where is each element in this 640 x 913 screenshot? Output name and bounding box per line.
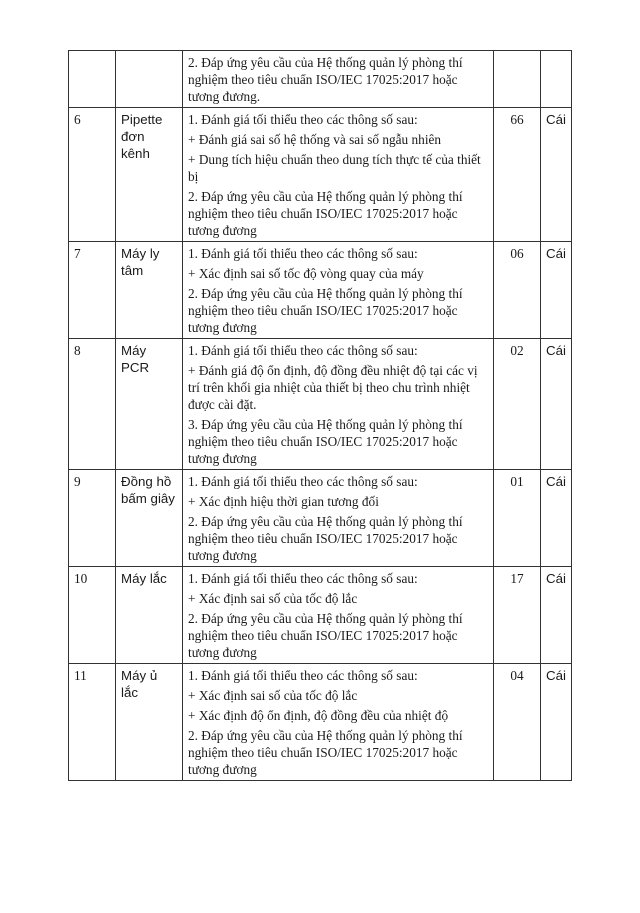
requirement-line: 2. Đáp ứng yêu cầu của Hệ thống quản lý phòng thí nghiệm theo tiêu chuẩn ISO/IEC 17025:2017 hoặc tương đương <box>188 514 463 563</box>
table-row <box>69 664 572 781</box>
requirement-line: + Đánh giá sai số hệ thống và sai số ngẫu nhiên <box>188 132 442 147</box>
row-number-cell: 8 <box>69 339 116 470</box>
unit-cell: Cái <box>541 470 572 567</box>
table-row <box>69 339 572 470</box>
requirement-line: + Xác định sai số của tốc độ lắc <box>188 688 358 703</box>
requirement-line: 1. Đánh giá tối thiểu theo các thông số sau: <box>188 246 418 261</box>
table-body <box>69 51 572 781</box>
requirement-line: 2. Đáp ứng yêu cầu của Hệ thống quản lý phòng thí nghiệm theo tiêu chuẩn ISO/IEC 17025:2017 hoặc tương đương. <box>188 55 463 104</box>
quantity-cell: 06 <box>494 242 541 339</box>
requirements-cell <box>183 664 494 781</box>
requirement-line: + Dung tích hiệu chuẩn theo dung tích thực tế của thiết bị <box>188 152 481 184</box>
row-number-cell: 10 <box>69 567 116 664</box>
requirement-line: + Xác định độ ổn định, độ đồng đều của nhiệt độ <box>188 708 449 723</box>
requirement-line: 2. Đáp ứng yêu cầu của Hệ thống quản lý phòng thí nghiệm theo tiêu chuẩn ISO/IEC 17025:2017 hoặc tương đương <box>188 728 463 777</box>
requirements-cell <box>183 108 494 242</box>
equipment-name-cell: Máy lắc <box>116 567 183 664</box>
requirement-line: 1. Đánh giá tối thiểu theo các thông số sau: <box>188 474 418 489</box>
quantity-cell: 17 <box>494 567 541 664</box>
requirement-line: 1. Đánh giá tối thiểu theo các thông số sau: <box>188 571 418 586</box>
requirements-cell <box>183 339 494 470</box>
requirements-cell <box>183 567 494 664</box>
requirement-line: + Đánh giá độ ổn định, độ đồng đều nhiệt độ tại các vị trí trên khối gia nhiệt của thiết bị theo chu trình nhiệt được cài đặt. <box>188 363 478 412</box>
equipment-name-cell: Đồng hồ bấm giây <box>116 470 183 567</box>
unit-cell: Cái <box>541 242 572 339</box>
quantity-cell <box>494 51 541 108</box>
unit-cell: Cái <box>541 339 572 470</box>
requirement-line: 2. Đáp ứng yêu cầu của Hệ thống quản lý phòng thí nghiệm theo tiêu chuẩn ISO/IEC 17025:2017 hoặc tương đương <box>188 189 463 238</box>
requirement-line: + Xác định sai số tốc độ vòng quay của máy <box>188 266 424 281</box>
quantity-cell: 01 <box>494 470 541 567</box>
unit-cell <box>541 51 572 108</box>
quantity-cell: 04 <box>494 664 541 781</box>
table-row-continuation <box>69 51 572 108</box>
requirement-line: + Xác định sai số của tốc độ lắc <box>188 591 358 606</box>
row-number-cell <box>69 51 116 108</box>
row-number-cell: 7 <box>69 242 116 339</box>
unit-cell: Cái <box>541 108 572 242</box>
requirements-cell <box>183 242 494 339</box>
equipment-spec-table <box>68 50 572 781</box>
equipment-name-cell: Máy ly tâm <box>116 242 183 339</box>
requirement-line: 1. Đánh giá tối thiểu theo các thông số sau: <box>188 112 418 127</box>
equipment-name-cell: Máy PCR <box>116 339 183 470</box>
row-number-cell: 6 <box>69 108 116 242</box>
equipment-name-cell: Máy ủ lắc <box>116 664 183 781</box>
table-row <box>69 108 572 242</box>
requirement-line: 3. Đáp ứng yêu cầu của Hệ thống quản lý phòng thí nghiệm theo tiêu chuẩn ISO/IEC 17025:2017 hoặc tương đương <box>188 417 463 466</box>
quantity-cell: 66 <box>494 108 541 242</box>
table-row <box>69 470 572 567</box>
equipment-name-cell: Pipette đơn kênh <box>116 108 183 242</box>
requirement-line: 2. Đáp ứng yêu cầu của Hệ thống quản lý phòng thí nghiệm theo tiêu chuẩn ISO/IEC 17025:2017 hoặc tương đương <box>188 286 463 335</box>
equipment-name-cell <box>116 51 183 108</box>
quantity-cell: 02 <box>494 339 541 470</box>
requirement-line: 2. Đáp ứng yêu cầu của Hệ thống quản lý phòng thí nghiệm theo tiêu chuẩn ISO/IEC 17025:2017 hoặc tương đương <box>188 611 463 660</box>
row-number-cell: 11 <box>69 664 116 781</box>
unit-cell: Cái <box>541 664 572 781</box>
requirements-cell <box>183 51 494 108</box>
table-row <box>69 567 572 664</box>
requirement-line: + Xác định hiệu thời gian tương đối <box>188 494 379 509</box>
requirements-cell <box>183 470 494 567</box>
requirement-line: 1. Đánh giá tối thiểu theo các thông số sau: <box>188 343 418 358</box>
row-number-cell: 9 <box>69 470 116 567</box>
requirement-line: 1. Đánh giá tối thiểu theo các thông số sau: <box>188 668 418 683</box>
unit-cell: Cái <box>541 567 572 664</box>
table-row <box>69 242 572 339</box>
